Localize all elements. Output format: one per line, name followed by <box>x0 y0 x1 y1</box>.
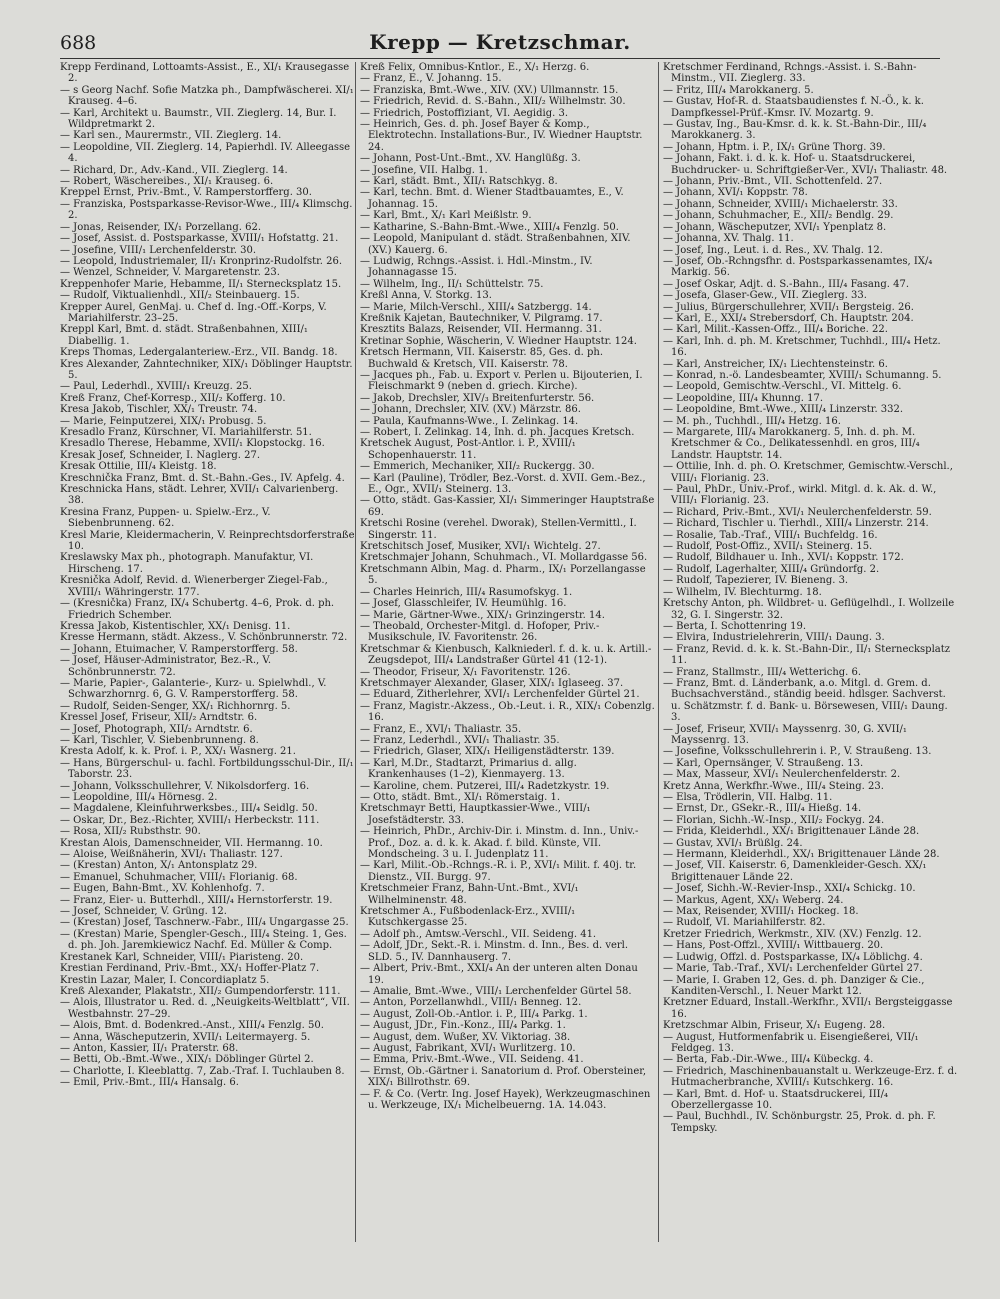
directory-entry: — Katharine, S.-Bahn-Bmt.-Wwe., XIII/₄ Fenzlg. 50. <box>360 221 619 233</box>
directory-entry: — Johann, Schneider, XVIII/₁ Michaelerstr. 33. <box>663 198 898 210</box>
directory-entry: — Marie, Tab.-Traf., XVI/₁ Lerchenfelder Gürtel 27. <box>663 963 923 975</box>
directory-entry: — Eugen, Bahn-Bmt., XV. Kohlenhofg. 7. <box>60 883 265 895</box>
directory-entry: — Adolf ph., Amtsw.-Verschl., VII. Seideng. 41. <box>360 928 597 940</box>
directory-entry: — Rudolf, Bildhauer u. Inh., XVI/₁ Koppstr. 172. <box>663 552 904 564</box>
directory-entry: — August, dem. Wußer, XV. Viktoriag. 38. <box>360 1031 571 1043</box>
directory-entry: — Franz, Revid. d. k. k. St.-Bahn-Dir., II/₁ Sternecksplatz 11. <box>663 643 951 667</box>
directory-entry: — Aloise, Weißnäherin, XVI/₁ Thaliastr. 127. <box>60 849 283 861</box>
directory-entry: — Emil, Priv.-Bmt., III/₄ Hansalg. 6. <box>60 1077 239 1089</box>
directory-entry: Kresadlo Therese, Hebamme, XVII/₁ Klopstockg. 16. <box>60 438 325 450</box>
directory-entry: — Theodor, Friseur, X/₁ Favoritenstr. 126. <box>360 666 571 678</box>
directory-entry: — Hermann, Kleiderhdl., XX/₁ Brigittenauer Lände 28. <box>663 849 940 861</box>
directory-entry: Kreß Franz, Chef-Korresp., XII/₂ Kofferg. 10. <box>60 392 286 404</box>
directory-entry: — Jacques ph., Fab. u. Export v. Perlen u. Bijouterien, I. Fleischmarkt 9 (neben d. griech. Kirche). <box>360 369 643 393</box>
directory-entry: — Magdalene, Kleinfuhrwerksbes., III/₄ Seidlg. 50. <box>60 803 318 815</box>
directory-entry: — Leopold, Gemischtw.-Verschl., VI. Mittelg. 6. <box>663 381 902 393</box>
directory-entry: Kreps Thomas, Ledergalanteriew.-Erz., VII. Bandg. 18. <box>60 347 338 359</box>
directory-entry: — (Krestan) Josef, Taschnerw.-Fabr., III/₄ Ungargasse 25. <box>60 917 349 929</box>
directory-entry: — Johanna, XV. Thalg. 11. <box>663 233 794 245</box>
directory-entry: Kreß Alexander, Plakatstr., XII/₂ Gumpendorferstr. 111. <box>60 985 341 997</box>
directory-entry: — Josef, Häuser-Administrator, Bez.-R., V. Schönbrunnerstr. 72. <box>60 655 272 678</box>
directory-entry: Kretschmeier Franz, Bahn-Unt.-Bmt., XVI/₁ Wilhelminenstr. 48. <box>360 883 579 906</box>
directory-entry: — Johann, XVI/₁ Koppstr. 78. <box>663 187 808 199</box>
directory-entry: — Hans, Post-Offzl., XVIII/₁ Wittbauerg. 20. <box>663 940 884 952</box>
directory-entry: — Leopold, Manipulant d. städt. Straßenbahnen, XIV. (XV.) Kauerg. 6. <box>360 233 631 256</box>
directory-entry: Kretsch Hermann, VII. Kaiserstr. 85, Ges. d. ph. Buchwald & Kretsch, VII. Kaiserstr. 78. <box>360 347 604 370</box>
directory-entry: — Berta, Fab.-Dir.-Wwe., III/₄ Kübeckg. 4. <box>663 1054 874 1066</box>
directory-entry: Kreppenhofer Marie, Hebamme, II/₁ Sternecksplatz 15. <box>60 278 342 290</box>
directory-entry: — Josef, Sichh.-W.-Revier-Insp., XXI/₄ Schickg. 10. <box>663 883 916 895</box>
directory-entry: Krepper Aurel, GenMaj. u. Chef d. Ing.-Off.-Korps, V. Mariahilferstr. 23–25. <box>60 301 327 324</box>
directory-entry: — Friedrich, Postoffiziant, VI. Aegidig. 3. <box>360 107 569 119</box>
directory-entry: — Leopoldine, VII. Zieglerg. 14, Papierhdl. IV. Alleegasse 4. <box>60 141 351 165</box>
directory-entry: — Julius, Bürgerschullehrer, XVII/₁ Bergsteig. 26. <box>663 301 914 313</box>
directory-entry: — Josef, Photograph, XII/₂ Arndtstr. 6. <box>60 723 253 735</box>
directory-entry: — Markus, Agent, XX/₁ Weberg. 24. <box>663 894 844 906</box>
directory-entry: Kresse Hermann, städt. Akzess., V. Schönbrunnerstr. 72. <box>60 632 348 644</box>
directory-entry: — Rudolf, Tapezierer, IV. Bieneng. 3. <box>663 575 849 587</box>
column-3 <box>663 62 958 1262</box>
directory-entry: — Leopold, Industriemaler, II/₁ Kronprinz-Rudolfstr. 26. <box>60 255 343 267</box>
directory-entry: — Heinrich, Ges. d. ph. Josef Bayer & Komp., Elektrotechn. Installations-Bur., IV. Wiedner Hauptstr. 24. <box>360 119 643 153</box>
directory-entry: Kreschnička Franz, Bmt. d. St.-Bahn.-Ges., IV. Apfelg. 4. <box>60 472 345 484</box>
directory-entry: — Josefine, VII. Halbg. 1. <box>360 164 488 176</box>
directory-entry: — Karl, Bmt. d. Hof- u. Staatsdruckerei, III/₄ Oberzellergasse 10. <box>663 1088 888 1111</box>
directory-entry: — Johann, Schuhmacher, E., XII/₂ Bendlg. 29. <box>663 210 894 222</box>
directory-entry: Kresztits Balazs, Reisender, VII. Hermanng. 31. <box>360 324 602 336</box>
directory-entry: — Karl, M.Dr., Stadtarzt, Primarius d. allg. Krankenhauses (1–2), Kienmayerg. 13. <box>360 757 577 781</box>
directory-entry: — Paul, Buchhdl., IV. Schönburgstr. 25, Prok. d. ph. F. Tempsky. <box>663 1111 936 1134</box>
directory-entry: — Josef, Friseur, XVII/₁ Mayssenrg. 30, G. XVII/₁ Mayssenrg. 13. <box>663 723 907 746</box>
directory-entry: Krestin Lazar, Maler, I. Concordiaplatz 5. <box>60 974 270 986</box>
directory-entry: — Franz, Eier- u. Butterhdl., XIII/₄ Hernstorferstr. 19. <box>60 894 333 906</box>
directory-entry: — Ottilie, Inh. d. ph. O. Kretschmer, Gemischtw.-Verschl., VIII/₁ Florianig. 23. <box>663 461 953 484</box>
directory-entry: — Karl, Inh. d. ph. M. Kretschmer, Tuchhdl., III/₄ Hetz. 16. <box>663 335 941 359</box>
directory-entry: — Johann, Volksschullehrer, V. Nikolsdorferg. 16. <box>60 780 310 792</box>
directory-entry: Kreppel Ernst, Priv.-Bmt., V. Ramperstorfferg. 30. <box>60 187 312 199</box>
directory-entry: — Gustav, Ing., Bau-Kmsr. d. k. k. St.-Bahn-Dir., III/₄ Marokkanerg. 3. <box>663 119 927 142</box>
directory-entry: Krestan Alois, Damenschneider, VII. Hermanng. 10. <box>60 837 323 849</box>
directory-entry: — Richard, Priv.-Bmt., XVI/₁ Neulerchenfelderstr. 59. <box>663 506 932 518</box>
directory-entry: — Wenzel, Schneider, V. Margaretenstr. 23. <box>60 267 280 279</box>
directory-entry: — Gustav, XVI/₁ Brüßlg. 24. <box>663 837 803 849</box>
directory-entry: — Karl, Bmt., X/₁ Karl Meißlstr. 9. <box>360 210 532 222</box>
directory-entry: Kresnička Adolf, Revid. d. Wienerberger Ziegel-Fab., XVIII/₁ Währingerstr. 177. <box>60 575 328 598</box>
directory-entry: — Karl, techn. Bmt. d. Wiener Stadtbauamtes, E., V. Johannag. 15. <box>360 187 624 210</box>
directory-entry: — Josefine, Volksschullehrerin i. P., V. Straußeng. 13. <box>663 746 932 758</box>
directory-entry: — Karl, Milit.-Ob.-Rchngs.-R. i. P., XVI/₁ Milit. f. 40j. tr. Dienstz., VII. Burgg. 97. <box>360 860 637 883</box>
directory-entry: — Frida, Kleiderhdl., XX/₁ Brigittenauer Lände 28. <box>663 826 920 838</box>
directory-entry: — (Krestan) Marie, Spengler-Gesch., III/₄ Steing. 1, Ges. d. ph. Joh. Jaremkiewicz Nachf. Ed. Müller & Comp. <box>60 928 347 952</box>
directory-entry: Kretschmayer Alexander, Glaser, XIX/₁ Iglaseeg. 37. <box>360 677 624 689</box>
directory-entry: Kresak Ottilie, III/₄ Kleistg. 18. <box>60 461 217 473</box>
directory-entry: Kresa Jakob, Tischler, XX/₁ Treustr. 74. <box>60 404 258 416</box>
directory-entry: — Rosalie, Tab.-Traf., VIII/₁ Buchfeldg. 16. <box>663 529 878 541</box>
directory-entry: — Anton, Porzellanwhdl., VIII/₁ Benneg. 12. <box>360 997 582 1009</box>
directory-entry: — Franz, Magistr.-Akzess., Ob.-Leut. i. R., XIX/₁ Cobenzlg. 16. <box>360 700 655 724</box>
column-2 <box>360 62 655 1262</box>
directory-entry: — Margarete, III/₄ Marokkanerg. 5, Inh. d. ph. M. Kretschmer & Co., Delikatessenhdl. en gros, III/₄ Landstr. Hauptstr. 14. <box>663 427 920 461</box>
directory-entry: — Alois, Illustrator u. Red. d. „Neuigkeits-Weltblatt“, VII. Westbahnstr. 27–29. <box>60 997 350 1020</box>
directory-entry: — Max, Reisender, XVIII/₁ Hockeg. 18. <box>663 906 859 918</box>
directory-entry: Kres Alexander, Zahntechniker, XIX/₁ Döblinger Hauptstr. 5. <box>60 358 353 381</box>
directory-entry: — Wilhelm, Ing., II/₁ Schüttelstr. 75. <box>360 278 544 290</box>
directory-entry: — Robert, Wäschereibes., XI/₁ Krauseg. 6. <box>60 176 274 188</box>
directory-entry: — Eduard, Zitherlehrer, XVI/₁ Lerchenfelder Gürtel 21. <box>360 689 640 701</box>
directory-entry: — Berta, I. Schottenring 19. <box>663 620 807 632</box>
directory-entry: Kretz Anna, Werkfhr.-Wwe., III/₄ Steing. 23. <box>663 780 884 792</box>
directory-entry: Kretschmayr Betti, Hauptkassier-Wwe., VIII/₁ Josefstädterstr. 33. <box>360 803 591 826</box>
directory-entry: — Rosa, XII/₂ Rubsthstr. 90. <box>60 826 201 838</box>
directory-entry: — Karl, Architekt u. Baumstr., VII. Zieglerg. 14, Bur. I. Wildpretmarkt 2. <box>60 107 337 131</box>
directory-entry: Krestian Ferdinand, Priv.-Bmt., XX/₁ Hoffer-Platz 7. <box>60 963 320 975</box>
directory-entry: — Franz, Lederhdl., XVI/₁ Thaliastr. 35. <box>360 734 560 746</box>
directory-entry: — Josef, Schneider, V. Grüng. 12. <box>60 906 227 918</box>
directory-entry: — Otto, städt. Bmt., XI/₁ Römerstaig. 1. <box>360 792 561 803</box>
directory-entry: — Karoline, chem. Putzerei, III/₄ Radetzkystr. 19. <box>360 780 610 792</box>
directory-entry: — Johann, Hptm. i. P., IX/₁ Grüne Thorg. 39. <box>663 141 886 153</box>
directory-entry: — Rudolf, VI. Mariahilferstr. 82. <box>663 917 826 929</box>
directory-entry: — (Krestan) Anton, X/₁ Antonsplatz 29. <box>60 860 258 872</box>
directory-entry: — Karl, städt. Bmt., XII/₁ Ratschkyg. 8. <box>360 176 558 188</box>
directory-entry: — Marie, Milch-Verschl., XIII/₄ Satzbergg. 14. <box>360 301 592 313</box>
directory-entry: Kretschmar & Kienbusch, Kalkniederl. f. d. k. u. k. Artill.-Zeugsdepot, III/₄ Landstraßer Gürtel 41 (12-1). <box>360 643 652 667</box>
directory-entry: — Friedrich, Glaser, XIX/₁ Heiligenstädterstr. 139. <box>360 746 615 758</box>
directory-entry: — Hans, Bürgerschul- u. fachl. Fortbildungsschul-Dir., II/₁ Taborstr. 23. <box>60 757 354 781</box>
directory-entry: — M. ph., Tuchhdl., III/₄ Hetzg. 16. <box>663 415 841 427</box>
directory-entry: — Karl sen., Maurermstr., VII. Zieglerg. 14. <box>60 130 282 142</box>
directory-entry: Kresak Josef, Schneider, I. Naglerg. 27. <box>60 449 261 461</box>
directory-entry: — Oskar, Dr., Bez.-Richter, XVIII/₁ Herbeckstr. 111. <box>60 814 320 826</box>
directory-entry: — Johann, Wäscheputzer, XVI/₁ Ypenplatz 8. <box>663 221 887 233</box>
directory-entry: — Elsa, Trödlerin, VII. Halbg. 11. <box>663 792 833 803</box>
directory-entry: — Franz, E., XVI/₁ Thaliastr. 35. <box>360 723 522 735</box>
directory-entry: — Josef Oskar, Adjt. d. S.-Bahn., III/₄ Fasang. 47. <box>663 278 909 290</box>
directory-entry: — Franz, Bmt. d. Länderbank, a.o. Mitgl. d. Grem. d. Buchsachverständ., ständig beeid. hdlsger. Sachverst. u. Schätzmstr. f. d. Bank- u. Börsewesen, VIII/₁ Daung. 3. <box>663 677 948 724</box>
directory-entry: — Paul, Lederhdl., XVIII/₁ Kreuzg. 25. <box>60 381 252 393</box>
directory-entry: — Johann, Priv.-Bmt., VII. Schottenfeld. 27. <box>663 176 883 188</box>
directory-entry: — Konrad, n.-ö. Landesbeamter, XVIII/₁ Schumanng. 5. <box>663 369 942 381</box>
directory-entry: — Johann, Fakt. i. d. k. k. Hof- u. Staatsdruckerei, Buchdrucker- u. Schriftgießer-Ver., XVI/₁ Thaliastr. 48. <box>663 153 948 176</box>
directory-entry: Kretzner Eduard, Install.-Werkfhr., XVII/₁ Bergsteiggasse 16. <box>663 997 953 1020</box>
directory-entry: — Heinrich, PhDr., Archiv-Dir. i. Minstm. d. Inn., Univ.-Prof., Doz. a. d. k. k. Akad. f. bild. Künste, VII. Mondscheing. 3 u. I. Judenplatz 11. <box>360 826 639 861</box>
column-1 <box>60 62 355 1262</box>
directory-entry: — Richard, Tischler u. Tierhdl., XIII/₄ Linzerstr. 214. <box>663 518 929 530</box>
directory-entry: Kretzschmar Albin, Friseur, X/₁ Eugeng. 28. <box>663 1020 886 1032</box>
directory-entry: — Anton, Kassier, II/₁ Praterstr. 68. <box>60 1042 239 1054</box>
directory-entry: — Josefa, Glaser-Gew., VII. Zieglerg. 33. <box>663 290 867 302</box>
directory-entry: Krepp Ferdinand, Lottoamts-Assist., E., XI/₁ Krausegasse 2. <box>60 62 350 85</box>
directory-entry: — Albert, Priv.-Bmt., XXI/₄ An der unteren alten Donau 19. <box>360 963 638 986</box>
directory-entry: — Marie, Feinputzerei, XIX/₁ Probusg. 5. <box>60 415 267 427</box>
directory-entry: — Florian, Sichh.-W.-Insp., XII/₂ Fockyg. 24. <box>663 814 885 826</box>
directory-entry: — August, Fabrikant, XVI/₁ Wurlitzerg. 10. <box>360 1042 576 1054</box>
directory-entry: Kresina Franz, Puppen- u. Spielw.-Erz., V. Siebenbrunneng. 62. <box>60 506 271 530</box>
directory-entry: — Josef, Ing., Leut. i. d. Res., XV. Thalg. 12. <box>663 244 883 256</box>
directory-entry: — Josef, Glasschleifer, IV. Heumühlg. 16. <box>360 598 567 610</box>
directory-entry: — Elvira, Industrielehrerin, VIII/₁ Daung. 3. <box>663 632 885 644</box>
directory-entry: — Alois, Bmt. d. Bodenkred.-Anst., XIII/₄ Fenzlg. 50. <box>60 1020 324 1032</box>
directory-entry: — Betti, Ob.-Bmt.-Wwe., XIX/₁ Döblinger Gürtel 2. <box>60 1054 314 1066</box>
directory-entry: — Paula, Kaufmanns-Wwe., I. Zelinkag. 14. <box>360 415 579 427</box>
directory-entry: Kretschi Rosine (verehel. Dworak), Stellen-Vermittl., I. Singerstr. 11. <box>360 518 637 541</box>
directory-entry: Kreppl Karl, Bmt. d. städt. Straßenbahnen, XIII/₁ Diabellig. 1. <box>60 324 308 347</box>
directory-entry: — Franziska, Bmt.-Wwe., XIV. (XV.) Ullmannstr. 15. <box>360 84 619 96</box>
columns <box>60 62 958 1262</box>
directory-entry: — Karl (Pauline), Trödler, Bez.-Vorst. d. XVII. Gem.-Bez., E., Ogr., XVII/₁ Steinerg. 13. <box>360 472 646 496</box>
directory-entry: — Gustav, Hof-R. d. Staatsbaudienstes f. N.-Ö., k. k. Dampfkessel-Prüf.-Kmsr. IV. Mozartg. 9. <box>663 96 924 119</box>
directory-entry: — Charlotte, I. Kleeblattg. 7, Zab.-Traf. I. Tuchlauben 8. <box>60 1065 345 1077</box>
directory-entry: — August, Zoll-Ob.-Antlor. i. P., III/₄ Parkg. 1. <box>360 1008 588 1020</box>
directory-entry: Krestanek Karl, Schneider, VIII/₁ Piaristeng. 20. <box>60 951 304 963</box>
directory-entry: — Rudolf, Lagerhalter, XIII/₄ Gründorfg. 2. <box>663 563 880 575</box>
directory-entry: — Ludwig, Rchngs.-Assist. i. Hdl.-Minstm., IV. Johannagasse 15. <box>360 255 593 279</box>
directory-entry: Kretschmer Ferdinand, Rchngs.-Assist. i. S.-Bahn-Minstm., VII. Zieglerg. 33. <box>663 62 917 85</box>
directory-entry: — Fritz, III/₄ Marokkanerg. 5. <box>663 84 814 96</box>
directory-entry: — Karl, Anstreicher, IX/₁ Liechtensteinstr. 6. <box>663 358 888 370</box>
directory-entry: — Charles Heinrich, III/₄ Rasumofskyg. 1. <box>360 586 573 598</box>
directory-entry: Kretschitsch Josef, Musiker, XVI/₁ Wichtelg. 27. <box>360 541 601 553</box>
directory-entry: — Rudolf, Post-Offiz., XVII/₁ Steinerg. 15. <box>663 541 873 553</box>
directory-entry: Kretschmann Albin, Mag. d. Pharm., IX/₁ Porzellangasse 5. <box>360 563 646 587</box>
directory-entry: — Johann, Drechsler, XIV. (XV.) Märzstr. 86. <box>360 404 581 416</box>
directory-entry: — Robert, I. Zelinkag. 14, Inh. d. ph. Jacques Kretsch. <box>360 427 635 438</box>
directory-entry: — Franz, E., V. Johanng. 15. <box>360 73 502 85</box>
directory-entry: — Max, Masseur, XVI/₁ Neulerchenfelderstr. 2. <box>663 769 901 781</box>
directory-entry: — Karl, Opernsänger, V. Straußeng. 13. <box>663 757 864 769</box>
directory-entry: — Emanuel, Schuhmacher, VIII/₁ Florianig. 68. <box>60 871 298 883</box>
directory-entry: — s Georg Nachf. Sofie Matzka ph., Dampfwäscherei. XI/₁ Krauseg. 4–6. <box>60 84 354 108</box>
directory-entry: — Adolf, JDr., Sekt.-R. i. Minstm. d. Inn., Bes. d. verl. SLD. 5., IV. Dannhauserg. 7. <box>360 940 629 963</box>
directory-entry: — (Kresnička) Franz, IX/₄ Schubertg. 4–6, Prok. d. ph. Friedrich Schember. <box>60 598 335 621</box>
directory-entry: Kretschy Anton, ph. Wildbret- u. Geflügelhdl., I. Wollzeile 32, G. I. Singerstr. 32. <box>663 598 955 621</box>
directory-entry: Kreschnicka Hans, städt. Lehrer, XVII/₁ Calvarienberg. 38. <box>60 484 339 507</box>
directory-entry: Kressel Josef, Friseur, XII/₂ Arndtstr. 6. <box>60 712 258 724</box>
directory-entry: Kresl Marie, Kleidermacherin, V. Reinprechtsdorferstraße 10. <box>60 529 355 553</box>
directory-entry: — Otto, städt. Gas-Kassier, XI/₁ Simmeringer Hauptstraße 69. <box>360 495 655 518</box>
directory-entry: Kresta Adolf, k. k. Prof. i. P., XX/₁ Wasnerg. 21. <box>60 746 296 758</box>
directory-entry: — Josef, Ob.-Rchngsfhr. d. Postsparkassenamtes, IX/₄ Markig. 56. <box>663 255 933 279</box>
directory-entry: — Emmerich, Mechaniker, XII/₂ Ruckergg. 30. <box>360 461 595 473</box>
directory-entry: — Leopoldine, Bmt.-Wwe., XIII/₄ Linzerstr. 332. <box>663 404 904 416</box>
directory-entry: — Franziska, Postsparkasse-Revisor-Wwe., III/₄ Klimschg. 2. <box>60 198 353 222</box>
directory-entry: Kretschmajer Johann, Schuhmach., VI. Mollardgasse 56. <box>360 552 648 564</box>
directory-entry: Kretzer Friedrich, Werkmstr., XIV. (XV.) Fenzlg. 12. <box>663 928 922 940</box>
running-title: Krepp — Kretzschmar. <box>369 30 631 54</box>
directory-entry: — F. & Co. (Vertr. Ing. Josef Hayek), Werkzeugmaschinen u. Werkzeuge, IX/₁ Michelbeuerng. 1A. 14.043. <box>360 1088 651 1111</box>
directory-entry: — Marie, Papier-, Galanterie-, Kurz- u. Spielwhdl., V. Schwarzhornrg. 6, G. V. Ramperstorfferg. 58. <box>60 677 327 701</box>
directory-entry: — Friedrich, Maschinenbauanstalt u. Werkzeuge-Erz. f. d. Hutmacherbranche, XVIII/₁ Kutschkerg. 16. <box>663 1065 958 1089</box>
directory-entry: — Ludwig, Offzl. d. Postsparkasse, IX/₄ Löblichg. 4. <box>663 951 923 963</box>
directory-entry: — Johann, Etuimacher, V. Ramperstorfferg. 58. <box>60 643 298 655</box>
directory-entry: Kretschek August, Post-Antlor. i. P., XVIII/₁ Schopenhauerstr. 11. <box>360 438 576 461</box>
directory-entry: — Jonas, Reisender, IX/₁ Porzellang. 62. <box>60 221 261 233</box>
directory-entry: — Johann, Post-Unt.-Bmt., XV. Hanglüßg. 3. <box>360 153 581 165</box>
directory-entry: — Theobald, Orchester-Mitgl. d. Hofoper, Priv.-Musikschule, IV. Favoritenstr. 26. <box>360 620 600 644</box>
directory-entry: — Rudolf, Seiden-Senger, XX/₁ Richhornrg. 5. <box>60 700 291 712</box>
page-number: 688 <box>60 32 97 54</box>
directory-entry: Kretschmer A., Fußbodenlack-Erz., XVIII/₁ Kutschkergasse 25. <box>360 906 576 929</box>
directory-entry: Kreslawsky Max ph., photograph. Manufaktur, VI. Hirscheng. 17. <box>60 552 314 575</box>
directory-entry: — Josef, Assist. d. Postsparkasse, XVIII/₁ Hofstattg. 21. <box>60 233 339 245</box>
directory-entry: — Jakob, Drechsler, XIV/₃ Breitenfurterstr. 56. <box>360 392 595 404</box>
directory-entry: — Leopoldine, III/₄ Khunng. 17. <box>663 392 823 404</box>
directory-entry: — Josef, VII. Kaiserstr. 6, Damenkleider-Gesch. XX/₁ Brigittenauer Lände 22. <box>663 860 927 883</box>
directory-entry: Kreßnik Kajetan, Bautechniker, V. Pilgramg. 17. <box>360 312 603 324</box>
directory-entry: Kreßl Anna, V. Storkg. 13. <box>360 290 492 302</box>
directory-entry: — Emma, Priv.-Bmt.-Wwe., VII. Seideng. 41. <box>360 1054 584 1066</box>
directory-entry: — Marie, Gärtner-Wwe., XIX/₁ Grinzingerstr. 14. <box>360 609 605 621</box>
directory-entry: — August, JDr., Fin.-Konz., III/₄ Parkg. 1. <box>360 1020 566 1032</box>
directory-entry: — Leopoldine, III/₄ Hörnesg. 2. <box>60 792 218 803</box>
directory-entry: — Karl, Milit.-Kassen-Offz., III/₄ Boriche. 22. <box>663 324 888 336</box>
directory-entry: — Friedrich, Revid. d. S.-Bahn., XII/₂ Wilhelmstr. 30. <box>360 96 626 108</box>
directory-entry: — Franz, Stallmstr., III/₄ Wetterichg. 6. <box>663 666 862 678</box>
directory-entry: — Ernst, Dr., GSekr.-R., III/₄ Hießg. 14. <box>663 803 862 815</box>
directory-entry: Kreß Felix, Omnibus-Kntlor., E., X/₁ Herzg. 6. <box>360 62 590 73</box>
directory-entry: — Paul, PhDr., Univ.-Prof., wirkl. Mitgl. d. k. Ak. d. W., VIII/₁ Florianig. 23. <box>663 484 937 507</box>
page-header <box>60 28 940 59</box>
directory-entry: Kretinar Sophie, Wäscherin, V. Wiedner Hauptstr. 124. <box>360 335 637 347</box>
directory-entry: — Ernst, Ob.-Gärtner i. Sanatorium d. Prof. Obersteiner, XIX/₁ Billrothstr. 69. <box>360 1065 647 1089</box>
directory-entry: — Anna, Wäscheputzerin, XVII/₁ Leitermayerg. 5. <box>60 1031 311 1043</box>
directory-entry: — Marie, I. Graben 12, Ges. d. ph. Danziger & Cie., Kanditen-Verschl., I. Neuer Markt 12. <box>663 974 925 997</box>
directory-entry: — Josefine, VIII/₁ Lerchenfelderstr. 30. <box>60 244 257 256</box>
directory-entry: — August, Hutformenfabrik u. Eisengießerei, VII/₁ Feldgeg. 13. <box>663 1031 919 1054</box>
directory-entry: — Karl, Tischler, V. Siebenbrunneng. 8. <box>60 734 259 746</box>
directory-entry: — Richard, Dr., Adv.-Kand., VII. Zieglerg. 14. <box>60 164 288 176</box>
directory-entry: Kressa Jakob, Kistentischler, XX/₁ Denisg. 11. <box>60 620 291 632</box>
directory-entry: — Rudolf, Viktualienhdl., XII/₂ Steinbauerg. 15. <box>60 290 300 302</box>
directory-entry: Kresadlo Franz, Kürschner, VI. Mariahilferstr. 51. <box>60 427 312 438</box>
directory-entry: — Amalie, Bmt.-Wwe., VIII/₁ Lerchenfelder Gürtel 58. <box>360 985 632 997</box>
directory-entry: — Wilhelm, IV. Blechturmg. 18. <box>663 586 822 598</box>
directory-entry: — Karl, E., XXI/₄ Strebersdorf, Ch. Hauptstr. 204. <box>663 312 914 324</box>
